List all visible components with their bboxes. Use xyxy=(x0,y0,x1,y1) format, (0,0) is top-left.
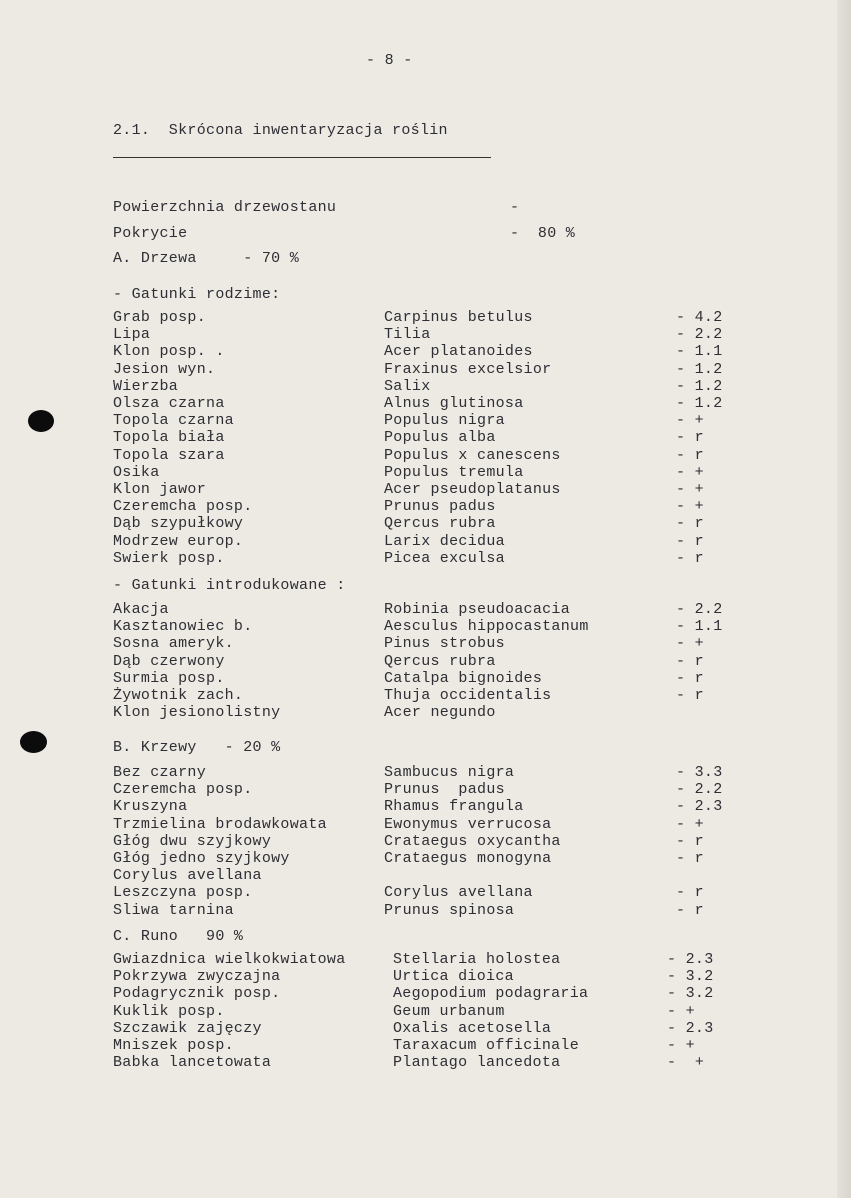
species-latin-name: Acer pseudoplatanus xyxy=(384,481,561,498)
species-abundance: - r xyxy=(676,429,704,447)
section-b-title: B. Krzewy - 20 % xyxy=(113,739,281,756)
species-abundance: - r xyxy=(676,850,704,867)
species-common-name: Topola czarna xyxy=(113,412,234,430)
section-c-title: C. Runo 90 % xyxy=(113,928,244,945)
species-abundance: - 2.2 xyxy=(676,326,723,344)
species-latin-name: Salix xyxy=(384,377,431,395)
header-line-label: Powierzchnia drzewostanu xyxy=(113,199,337,216)
species-latin-name: Stellaria holostea xyxy=(393,951,561,968)
species-common-name: Leszczyna posp. xyxy=(113,884,253,902)
species-latin-name: Corylus avellana xyxy=(384,884,533,902)
species-latin-name: Carpinus betulus xyxy=(384,309,533,326)
section-a-title: A. Drzewa - 70 % xyxy=(113,250,300,267)
species-latin-name: Picea exculsa xyxy=(384,549,505,567)
species-abundance: - + xyxy=(667,1037,695,1054)
species-common-name: Modrzew europ. xyxy=(113,532,244,550)
species-latin-name: Aesculus hippocastanum xyxy=(384,618,589,636)
species-latin-name: Populus x canescens xyxy=(384,446,561,464)
species-abundance: - 3.2 xyxy=(667,968,714,986)
introduced-species-heading: - Gatunki introdukowane : xyxy=(113,577,346,594)
species-common-name: Sliwa tarnina xyxy=(113,901,234,919)
species-common-name: Akacja xyxy=(113,601,169,618)
species-abundance: - r xyxy=(676,832,704,850)
species-abundance: - 2.2 xyxy=(676,781,723,799)
title-underline xyxy=(113,157,491,158)
species-abundance: - r xyxy=(676,687,704,704)
species-abundance: - 1.1 xyxy=(676,618,723,636)
species-common-name: Topola szara xyxy=(113,446,225,464)
species-common-name: Szczawik zajęczy xyxy=(113,1019,262,1037)
species-abundance: - r xyxy=(676,515,704,533)
species-abundance: - 3.3 xyxy=(676,764,723,781)
species-latin-name: Urtica dioica xyxy=(393,968,514,986)
species-latin-name: Prunus padus xyxy=(384,498,496,516)
species-abundance: - r xyxy=(676,652,704,670)
species-latin-name: Acer negundo xyxy=(384,704,496,722)
species-abundance: - r xyxy=(676,549,704,567)
species-common-name: Swierk posp. xyxy=(113,549,225,567)
punch-hole-bottom xyxy=(20,731,47,753)
species-latin-name: Acer platanoides xyxy=(384,343,533,361)
page-number: - 8 - xyxy=(366,52,413,69)
species-latin-name: Larix decidua xyxy=(384,532,505,550)
species-latin-name: Prunus spinosa xyxy=(384,901,515,919)
header-line-label: Pokrycie xyxy=(113,225,188,242)
species-common-name: Bez czarny xyxy=(113,764,207,781)
species-common-name: Głóg jedno szyjkowy xyxy=(113,850,290,867)
species-common-name: Wierzba xyxy=(113,377,179,395)
species-common-name: Kruszyna xyxy=(113,798,188,816)
species-abundance: - r xyxy=(676,446,704,464)
species-abundance: - + xyxy=(676,412,704,430)
species-latin-name: Ewonymus verrucosa xyxy=(384,815,552,833)
species-abundance: - + xyxy=(676,481,704,498)
species-common-name: Grab posp. xyxy=(113,309,207,326)
species-latin-name: Crataegus oxycantha xyxy=(384,832,561,850)
species-common-name: Jesion wyn. xyxy=(113,360,216,378)
species-common-name: Olsza czarna xyxy=(113,395,225,412)
species-latin-name: Thuja occidentalis xyxy=(384,687,552,704)
section-title: 2.1. Skrócona inwentaryzacja roślin xyxy=(113,122,448,139)
species-common-name: Kuklik posp. xyxy=(113,1002,225,1020)
species-abundance: - 1.2 xyxy=(676,377,723,395)
species-common-name: Mniszek posp. xyxy=(113,1037,234,1054)
species-abundance: - + xyxy=(676,815,704,833)
species-abundance: - + xyxy=(667,1002,695,1020)
species-abundance: - r xyxy=(676,901,704,919)
species-latin-name: Qercus rubra xyxy=(384,652,496,670)
species-latin-name: Crataegus monogyna xyxy=(384,850,552,867)
species-common-name: Gwiazdnica wielkokwiatowa xyxy=(113,951,346,968)
species-common-name: Corylus avellana xyxy=(113,867,262,885)
species-latin-name: Fraxinus excelsior xyxy=(384,360,552,378)
species-latin-name: Rhamus frangula xyxy=(384,798,524,816)
species-common-name: Dąb czerwony xyxy=(113,652,225,670)
species-common-name: Babka lancetowata xyxy=(113,1054,272,1072)
species-abundance: - 1.2 xyxy=(676,360,723,378)
header-line-value: - xyxy=(510,199,520,216)
species-latin-name: Qercus rubra xyxy=(384,515,496,533)
species-abundance: - 4.2 xyxy=(676,309,723,326)
species-latin-name: Oxalis acetosella xyxy=(393,1019,552,1037)
species-common-name: Klon jawor xyxy=(113,481,207,498)
species-common-name: Dąb szypułkowy xyxy=(113,515,244,533)
species-abundance: - 2.2 xyxy=(676,601,723,618)
species-abundance: - 1.1 xyxy=(676,343,723,361)
species-common-name: Żywotnik zach. xyxy=(113,687,244,704)
species-common-name: Trzmielina brodawkowata xyxy=(113,815,327,833)
species-common-name: Czeremcha posp. xyxy=(113,781,253,799)
punch-hole-top xyxy=(28,410,54,432)
species-abundance: - r xyxy=(676,884,704,902)
species-abundance: - 2.3 xyxy=(667,951,714,968)
species-common-name: Pokrzywa zwyczajna xyxy=(113,968,281,986)
species-common-name: Klon jesionolistny xyxy=(113,704,281,722)
species-common-name: Kasztanowiec b. xyxy=(113,618,253,636)
species-latin-name: Geum urbanum xyxy=(393,1002,505,1020)
species-common-name: Klon posp. . xyxy=(113,343,225,361)
species-common-name: Surmia posp. xyxy=(113,669,225,687)
species-abundance: - r xyxy=(676,669,704,687)
species-latin-name: Robinia pseudoacacia xyxy=(384,601,571,618)
species-latin-name: Populus alba xyxy=(384,429,496,447)
species-latin-name: Prunus padus xyxy=(384,781,505,799)
species-abundance: - + xyxy=(676,463,704,481)
species-common-name: Podagrycznik posp. xyxy=(113,985,281,1003)
native-species-heading: - Gatunki rodzime: xyxy=(113,286,281,303)
species-latin-name: Tilia xyxy=(384,326,431,344)
species-abundance: - + xyxy=(676,498,704,516)
species-latin-name: Aegopodium podagraria xyxy=(393,985,589,1003)
species-abundance: - 3.2 xyxy=(667,985,714,1003)
page-edge xyxy=(837,0,851,1198)
species-common-name: Czeremcha posp. xyxy=(113,498,253,516)
species-common-name: Głóg dwu szyjkowy xyxy=(113,832,272,850)
species-common-name: Sosna ameryk. xyxy=(113,635,234,653)
species-common-name: Topola biała xyxy=(113,429,225,447)
species-abundance: - 2.3 xyxy=(676,798,723,816)
species-latin-name: Populus tremula xyxy=(384,463,524,481)
species-latin-name: Pinus strobus xyxy=(384,635,505,653)
species-common-name: Osika xyxy=(113,463,160,481)
species-latin-name: Catalpa bignoides xyxy=(384,669,543,687)
species-abundance: - 1.2 xyxy=(676,395,723,412)
species-latin-name: Sambucus nigra xyxy=(384,764,515,781)
header-line-value: - 80 % xyxy=(510,225,576,242)
species-common-name: Lipa xyxy=(113,326,151,344)
species-abundance: - r xyxy=(676,532,704,550)
species-latin-name: Alnus glutinosa xyxy=(384,395,524,412)
species-abundance: - + xyxy=(676,635,704,653)
species-abundance: - 2.3 xyxy=(667,1019,714,1037)
species-abundance: - + xyxy=(667,1054,705,1072)
species-latin-name: Taraxacum officinale xyxy=(393,1037,580,1054)
species-latin-name: Plantago lancedota xyxy=(393,1054,561,1072)
species-latin-name: Populus nigra xyxy=(384,412,505,430)
